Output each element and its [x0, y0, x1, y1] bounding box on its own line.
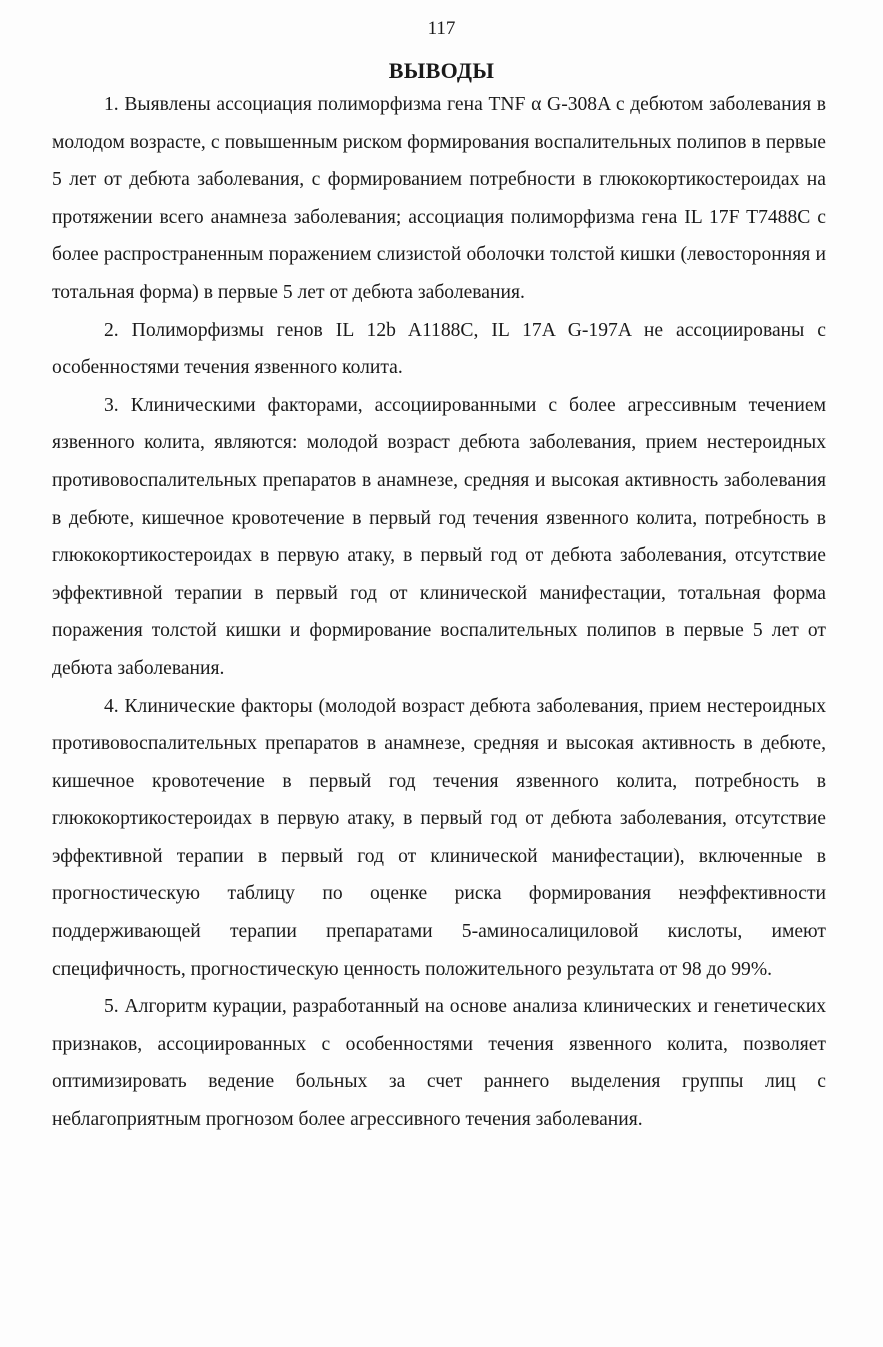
conclusions-list	[52, 86, 826, 1139]
conclusion-paragraph-1: 1. Выявлены ассоциация полиморфизма гена TNF α G-308A с дебютом заболевания в молодом возрасте, с повышенным риском формирования воспалительных полипов в первые 5 лет от дебюта заболевания, с формированием потребности в глюкокортикостероидах на протяжении всего анамнеза заболевания; ассоциация полиморфизма гена IL 17F T7488C с более распространенным поражением слизистой оболочки толстой кишки (левосторонняя и тотальная форма) в первые 5 лет от дебюта заболевания.	[52, 94, 826, 303]
page-title: ВЫВОДЫ	[388, 58, 495, 83]
conclusion-paragraph-4: 4. Клинические факторы (молодой возраст дебюта заболевания, прием нестероидных противовоспалительных препаратов в анамнезе, средняя и высокая активность в дебюте, кишечное кровотечение в первый год течения язвенного колита, потребность в глюкокортикостероидах в первую атаку, в первый год от дебюта заболевания, отсутствие эффективной терапии в первый год от клинической манифестации), включенные в прогностическую таблицу по оценке риска формирования неэффективности поддерживающей терапии препаратами 5-аминосалициловой кислоты, имеют специфичность, прогностическую ценность положительного результата от 98 до 99%.	[52, 695, 826, 980]
conclusion-paragraph-2: 2. Полиморфизмы генов IL 12b A1188C, IL 17A G-197A не ассоциированы с особенностями течения язвенного колита.	[52, 319, 826, 379]
page-number: 117	[427, 18, 456, 39]
conclusion-paragraph-3: 3. Клиническими факторами, ассоциированными с более агрессивным течением язвенного колита, являются: молодой возраст дебюта заболевания, прием нестероидных противовоспалительных препаратов в анамнезе, средняя и высокая активность заболевания в дебюте, кишечное кровотечение в первый год течения язвенного колита, потребность в глюкокортикостероидах в первую атаку, в первый год от дебюта заболевания, отсутствие эффективной терапии в первый год от клинической манифестации, тотальная форма поражения толстой кишки и формирование воспалительных полипов в первые 5 лет от дебюта заболевания.	[52, 394, 826, 679]
conclusion-paragraph-5: 5. Алгоритм курации, разработанный на основе анализа клинических и генетических признаков, ассоциированных с особенностями течения язвенного колита, позволяет оптимизировать ведение больных за счет раннего выделения группы лиц с неблагоприятным прогнозом более агрессивного течения заболевания.	[52, 996, 826, 1131]
